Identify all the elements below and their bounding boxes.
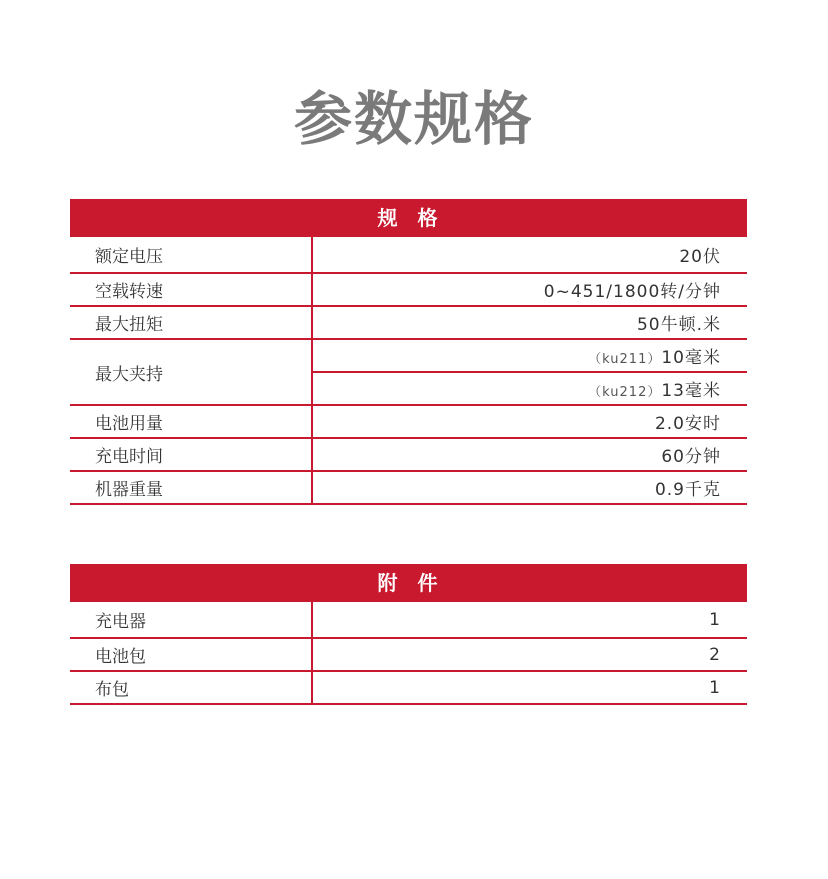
spec-label: 电池用量 xyxy=(70,405,312,438)
spec-label: 空载转速 xyxy=(70,273,312,306)
page-title: 参数规格 xyxy=(293,85,534,153)
accessory-label: 电池包 xyxy=(70,638,312,671)
spec-label: 最大夹持 xyxy=(70,339,312,405)
accessories-header: 附 件 xyxy=(70,564,747,602)
accessory-quantity: 1 xyxy=(312,602,747,638)
spec-value: 2.0安时 xyxy=(312,405,747,438)
model-note: （ku212） xyxy=(588,385,662,400)
spec-label: 充电时间 xyxy=(70,438,312,471)
accessory-label: 充电器 xyxy=(70,602,312,638)
table-row xyxy=(70,671,747,704)
table-row xyxy=(70,405,747,438)
clamp-value: 13毫米 xyxy=(661,381,721,401)
clamp-value: 10毫米 xyxy=(661,348,721,368)
specs-section xyxy=(70,199,747,505)
spec-value xyxy=(312,339,747,372)
spec-label: 机器重量 xyxy=(70,471,312,504)
model-note: （ku211） xyxy=(588,352,662,367)
spec-label: 额定电压 xyxy=(70,237,312,273)
spec-value xyxy=(312,372,747,405)
table-row xyxy=(70,602,747,638)
table-row xyxy=(70,471,747,504)
table-row xyxy=(70,237,747,273)
spec-label: 最大扭矩 xyxy=(70,306,312,339)
specs-table xyxy=(70,237,747,505)
table-row xyxy=(70,339,747,372)
spec-value: 0.9千克 xyxy=(312,471,747,504)
table-row xyxy=(70,438,747,471)
table-row xyxy=(70,638,747,671)
accessory-quantity: 2 xyxy=(312,638,747,671)
table-row xyxy=(70,273,747,306)
spec-value: 20伏 xyxy=(312,237,747,273)
table-row xyxy=(70,306,747,339)
spec-value: 50牛顿.米 xyxy=(312,306,747,339)
accessories-section xyxy=(70,564,747,705)
specs-header: 规 格 xyxy=(70,199,747,237)
accessories-table xyxy=(70,602,747,705)
spec-value: 0~451/1800转/分钟 xyxy=(312,273,747,306)
spec-value: 60分钟 xyxy=(312,438,747,471)
accessory-quantity: 1 xyxy=(312,671,747,704)
accessory-label: 布包 xyxy=(70,671,312,704)
